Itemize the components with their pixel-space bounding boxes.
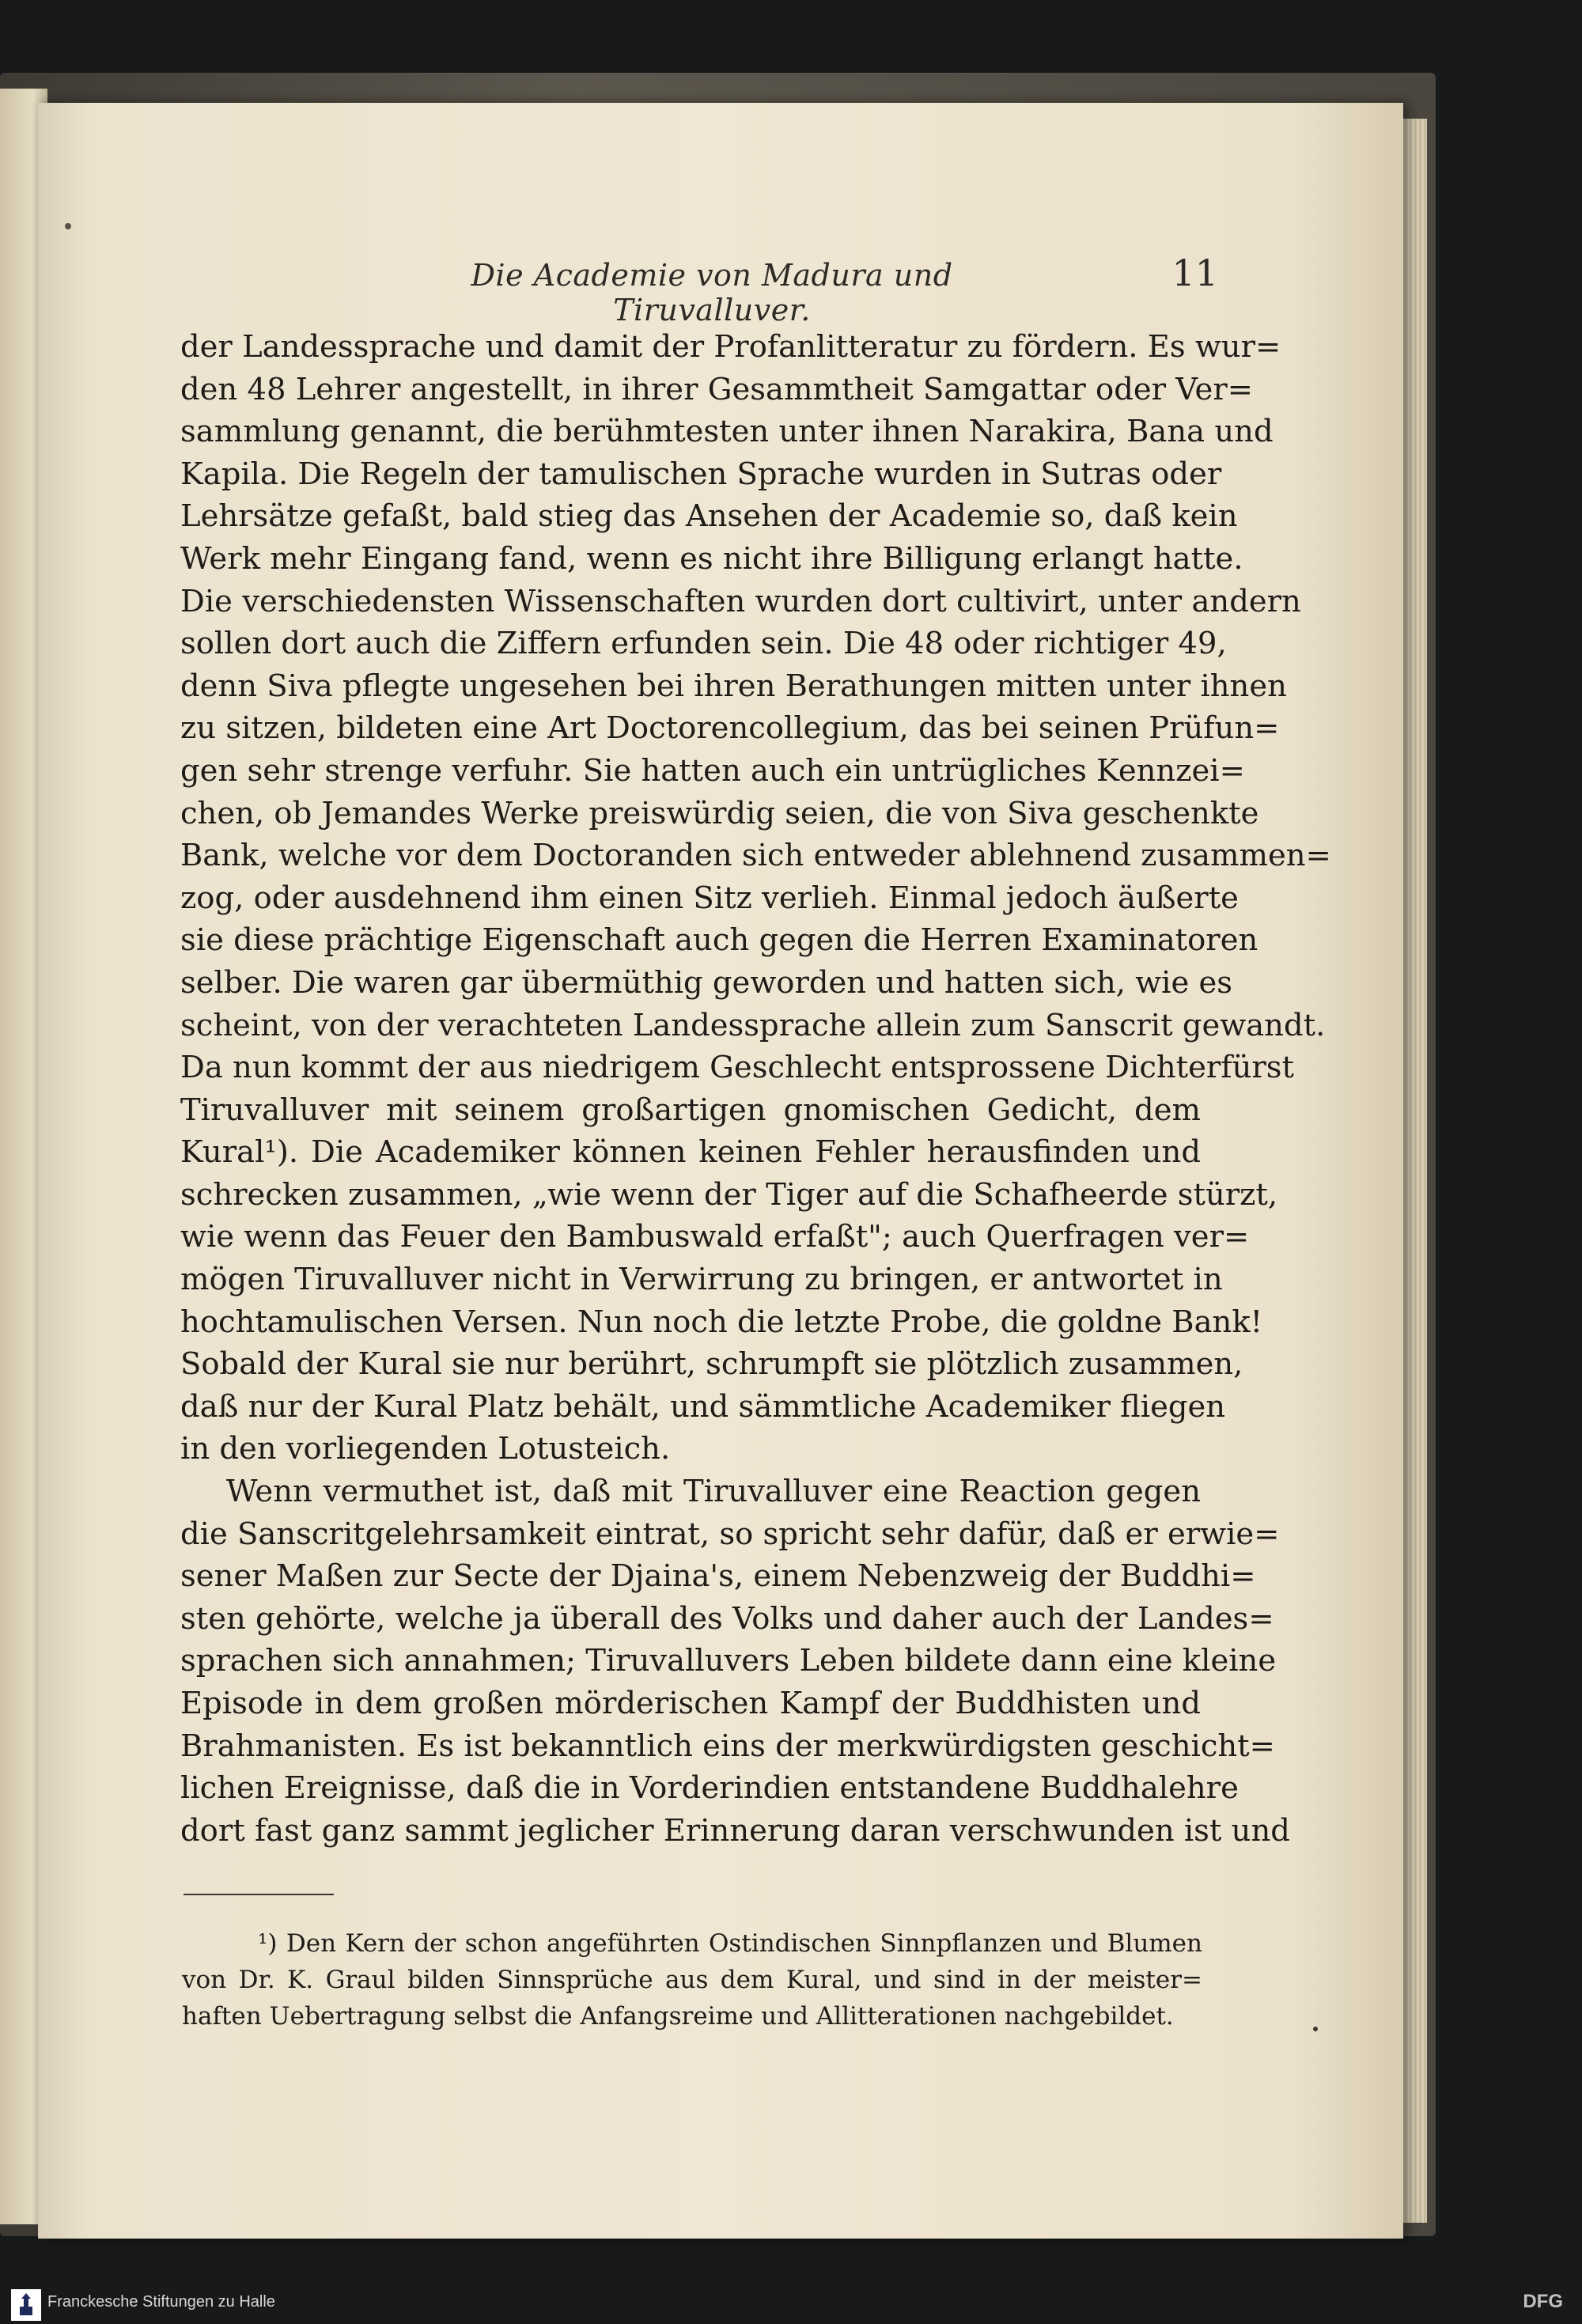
footnote-rule [184, 1894, 334, 1895]
text-line: die Sanscritgelehrsamkeit eintrat, so spricht sehr dafür, daß er erwie= [180, 1516, 1280, 1552]
text-line: wie wenn das Feuer den Bambuswald erfaßt"; auch Querfragen ver= [180, 1219, 1250, 1255]
footnote-line: von Dr. K. Graul bilden Sinnsprüche aus dem Kural, und sind in der meister= [182, 1966, 1202, 1994]
text-line: Die verschiedensten Wissenschaften wurden dort cultivirt, unter andern [180, 583, 1301, 619]
body-text [180, 326, 1331, 1852]
text-line: Kural¹). Die Academiker können keinen Fehler herausfinden und [180, 1134, 1201, 1171]
text-line: Tiruvalluver mit seinem großartigen gnomischen Gedicht, dem [180, 1092, 1201, 1128]
text-line: in den vorliegenden Lotusteich. [180, 1431, 671, 1467]
text-line: sollen dort auch die Ziffern erfunden sein. Die 48 oder richtiger 49, [180, 626, 1227, 662]
text-line: sprachen sich annahmen; Tiruvalluvers Leben bildete dann eine kleine [180, 1643, 1277, 1679]
footer-dfg-mark: DFG [1523, 2291, 1563, 2312]
text-line: Episode in dem großen mörderischen Kampf der Buddhisten und [180, 1686, 1201, 1721]
text-line: sener Maßen zur Secte der Djaina's, einem Nebenzweig der Buddhi= [180, 1558, 1256, 1595]
footnote [182, 1925, 1202, 2034]
text-line: schrecken zusammen, „wie wenn der Tiger auf die Schafheerde stürzt, [180, 1176, 1278, 1213]
scan-dust-mark [65, 223, 71, 229]
text-line: Brahmanisten. Es ist bekanntlich eins der merkwürdigsten geschicht= [180, 1728, 1275, 1764]
page-dot-mark [1313, 2027, 1318, 2031]
text-line: sammlung genannt, die berühmtesten unter ihnen Narakira, Bana und [180, 414, 1274, 450]
text-line: chen, ob Jemandes Werke preiswürdig seien, die von Siva geschenkte [180, 795, 1259, 831]
text-line: Sobald der Kural sie nur berührt, schrumpft sie plötzlich zusammen, [180, 1346, 1243, 1383]
text-line: selber. Die waren gar übermüthig geworden und hatten sich, wie es [180, 964, 1233, 1001]
page-number: 11 [1171, 252, 1218, 294]
footnote-line: ¹) Den Kern der schon angeführten Ostindischen Sinnpflanzen und Blumen [258, 1929, 1202, 1958]
text-line: mögen Tiruvalluver nicht in Verwirrung zu bringen, er antwortet in [180, 1262, 1223, 1298]
text-line: sten gehörte, welche ja überall des Volks und daher auch der Landes= [180, 1600, 1274, 1637]
footer-institution: Franckesche Stiftungen zu Halle [47, 2293, 275, 2311]
text-line: Da nun kommt der aus niedrigem Geschlecht entsprossene Dichterfürst [180, 1050, 1295, 1086]
text-line: lichen Ereignisse, daß die in Vorderindien entstandene Buddhalehre [180, 1770, 1239, 1807]
text-line: sie diese prächtige Eigenschaft auch gegen die Herren Examinatoren [180, 922, 1258, 959]
text-line: den 48 Lehrer angestellt, in ihrer Gesammtheit Samgattar oder Ver= [180, 371, 1253, 407]
franckesche-stiftungen-logo [11, 2289, 41, 2321]
text-line: Werk mehr Eingang fand, wenn es nicht ihre Billigung erlangt hatte. [180, 540, 1243, 577]
text-line: denn Siva pflegte ungesehen bei ihren Berathungen mitten unter ihnen [180, 668, 1287, 704]
text-line: Wenn vermuthet ist, daß mit Tiruvalluver eine Reaction gegen [226, 1474, 1201, 1510]
text-line: zu sitzen, bildeten eine Art Doctorencollegium, das bei seinen Prüfun= [180, 710, 1280, 747]
text-line: dort fast ganz sammt jeglicher Erinnerung daran verschwunden ist und [180, 1812, 1290, 1849]
text-line: gen sehr strenge verfuhr. Sie hatten auch ein untrügliches Kennzei= [180, 752, 1245, 789]
text-line: Bank, welche vor dem Doctoranden sich entweder ablehnend zusammen= [180, 838, 1331, 874]
footnote-line: haften Uebertragung selbst die Anfangsreime und Allitterationen nachgebildet. [182, 2002, 1174, 2031]
text-line: zog, oder ausdehnend ihm einen Sitz verlieh. Einmal jedoch äußerte [180, 880, 1239, 916]
text-line: scheint, von der verachteten Landessprache allein zum Sanscrit gewandt. [180, 1007, 1326, 1043]
running-head: Die Academie von Madura und Tiruvalluver. [471, 258, 953, 327]
text-line: der Landessprache und damit der Profanlitteratur zu fördern. Es wur= [180, 329, 1281, 365]
text-line: Kapila. Die Regeln der tamulischen Sprache wurden in Sutras oder [180, 456, 1222, 492]
text-line: daß nur der Kural Platz behält, und sämmtliche Academiker fliegen [180, 1388, 1226, 1425]
text-line: Lehrsätze gefaßt, bald stieg das Ansehen der Academie so, daß kein [180, 498, 1238, 535]
text-line: hochtamulischen Versen. Nun noch die letzte Probe, die goldne Bank! [180, 1304, 1263, 1340]
